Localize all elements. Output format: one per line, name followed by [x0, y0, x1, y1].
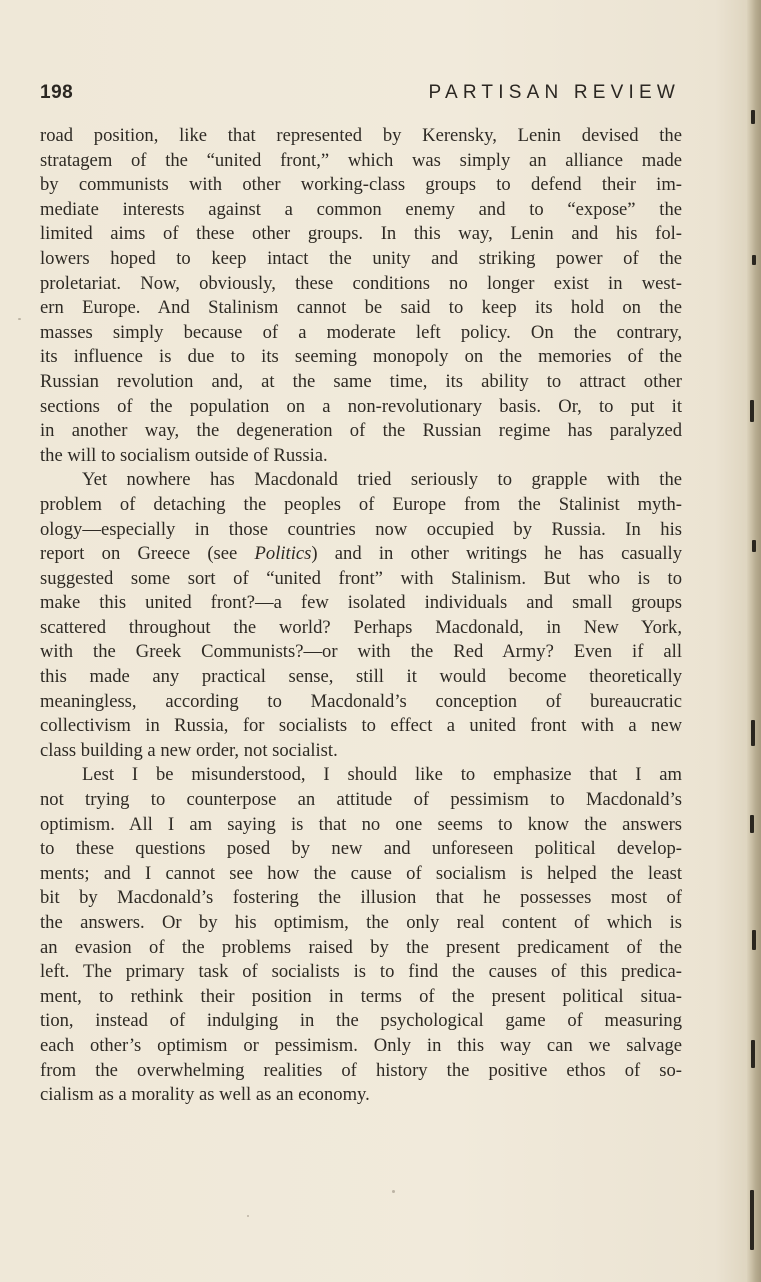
text-line: an evasion of the problems raised by the present predicament of the [40, 936, 682, 958]
text-line: ern Europe. And Stalinism cannot be said to keep its hold on the [40, 297, 682, 319]
text-line: left. The primary task of socialists is to find the causes of this predica- [40, 961, 682, 983]
running-head: PARTISAN REVIEW [428, 82, 680, 103]
italic-title: Politics [254, 543, 312, 565]
text-line: this made any practical sense, still it would become theoretically [40, 666, 682, 688]
spine-mark [750, 815, 754, 833]
text-line: sections of the population on a non-revolutionary basis. Or, to put it [40, 395, 682, 417]
text-line: collectivism in Russia, for socialists to effect a united front with a new [40, 715, 682, 737]
spine-mark [752, 930, 756, 950]
text-line: its influence is due to its seeming monopoly on the memories of the [40, 346, 682, 368]
text-line: in another way, the degeneration of the Russian regime has paralyzed [40, 420, 682, 442]
text-line: not trying to counterpose an attitude of pessimism to Macdonald’s [40, 789, 682, 811]
paper-speck [247, 1215, 249, 1217]
page-number: 198 [40, 82, 74, 103]
text-line-with-italic [40, 542, 682, 567]
text-line: tion, instead of indulging in the psychological game of measuring [40, 1010, 682, 1032]
text-line: cialism as a morality as well as an economy. [40, 1084, 370, 1106]
text-line: Russian revolution and, at the same time, its ability to attract other [40, 370, 682, 392]
text-line: road position, like that represented by Kerensky, Lenin devised the [40, 125, 682, 146]
paragraph [40, 468, 682, 763]
spine-mark [751, 720, 755, 746]
text-line: mediate interests against a common enemy and to “expose” the [40, 198, 682, 220]
page-spine-shadow [747, 0, 761, 1282]
spine-mark [751, 110, 755, 124]
text-line: with the Greek Communists?—or with the Red Army? Even if all [40, 641, 682, 663]
text-line: problem of detaching the peoples of Europe from the Stalinist myth- [40, 493, 682, 515]
text-line: ment, to rethink their position in terms of the present political situa- [40, 985, 682, 1007]
spine-mark [752, 255, 756, 265]
text-line: from the overwhelming realities of history the positive ethos of so- [40, 1059, 682, 1081]
body-text [40, 124, 682, 1108]
text-fragment: ) and in other writings he has casually [311, 543, 682, 565]
text-line: meaningless, according to Macdonald’s conception of bureaucratic [40, 690, 682, 712]
text-line: make this united front?—a few isolated individuals and small groups [40, 592, 682, 614]
text-line: class building a new order, not socialist. [40, 739, 338, 761]
spine-mark [752, 540, 756, 552]
text-line: Lest I be misunderstood, I should like to emphasize that I am [82, 764, 682, 786]
text-line: each other’s optimism or pessimism. Only in this way can we salvage [40, 1034, 682, 1056]
text-line: ology—especially in those countries now occupied by Russia. In his [40, 518, 682, 540]
text-line: stratagem of the “united front,” which was simply an alliance made [40, 149, 682, 171]
text-line: the will to socialism outside of Russia. [40, 444, 328, 466]
text-line: Yet nowhere has Macdonald tried seriously to grapple with the [82, 469, 682, 491]
text-line: by communists with other working-class groups to defend their im- [40, 174, 682, 196]
spine-mark [750, 400, 754, 422]
paragraph [40, 124, 682, 468]
text-line: optimism. All I am saying is that no one seems to know the answers [40, 813, 682, 835]
text-line: proletariat. Now, obviously, these conditions no longer exist in west- [40, 272, 682, 294]
paragraph [40, 763, 682, 1107]
paper-speck [18, 318, 21, 320]
text-line: limited aims of these other groups. In this way, Lenin and his fol- [40, 223, 682, 245]
spine-mark [751, 1040, 755, 1068]
text-line: ments; and I cannot see how the cause of socialism is helped the least [40, 862, 682, 884]
text-line: lowers hoped to keep intact the unity and striking power of the [40, 247, 682, 269]
page-header [40, 82, 680, 112]
text-line: the answers. Or by his optimism, the only real content of which is [40, 912, 682, 933]
text-line: bit by Macdonald’s fostering the illusion that he possesses most of [40, 887, 682, 909]
text-fragment: report on Greece (see [40, 543, 255, 565]
text-line: suggested some sort of “united front” with Stalinism. But who is to [40, 567, 682, 589]
text-line: to these questions posed by new and unforeseen political develop- [40, 838, 682, 860]
spine-mark [750, 1190, 754, 1250]
text-line: masses simply because of a moderate left policy. On the contrary, [40, 321, 682, 343]
text-line: scattered throughout the world? Perhaps Macdonald, in New York, [40, 616, 682, 638]
paper-speck [392, 1190, 395, 1193]
